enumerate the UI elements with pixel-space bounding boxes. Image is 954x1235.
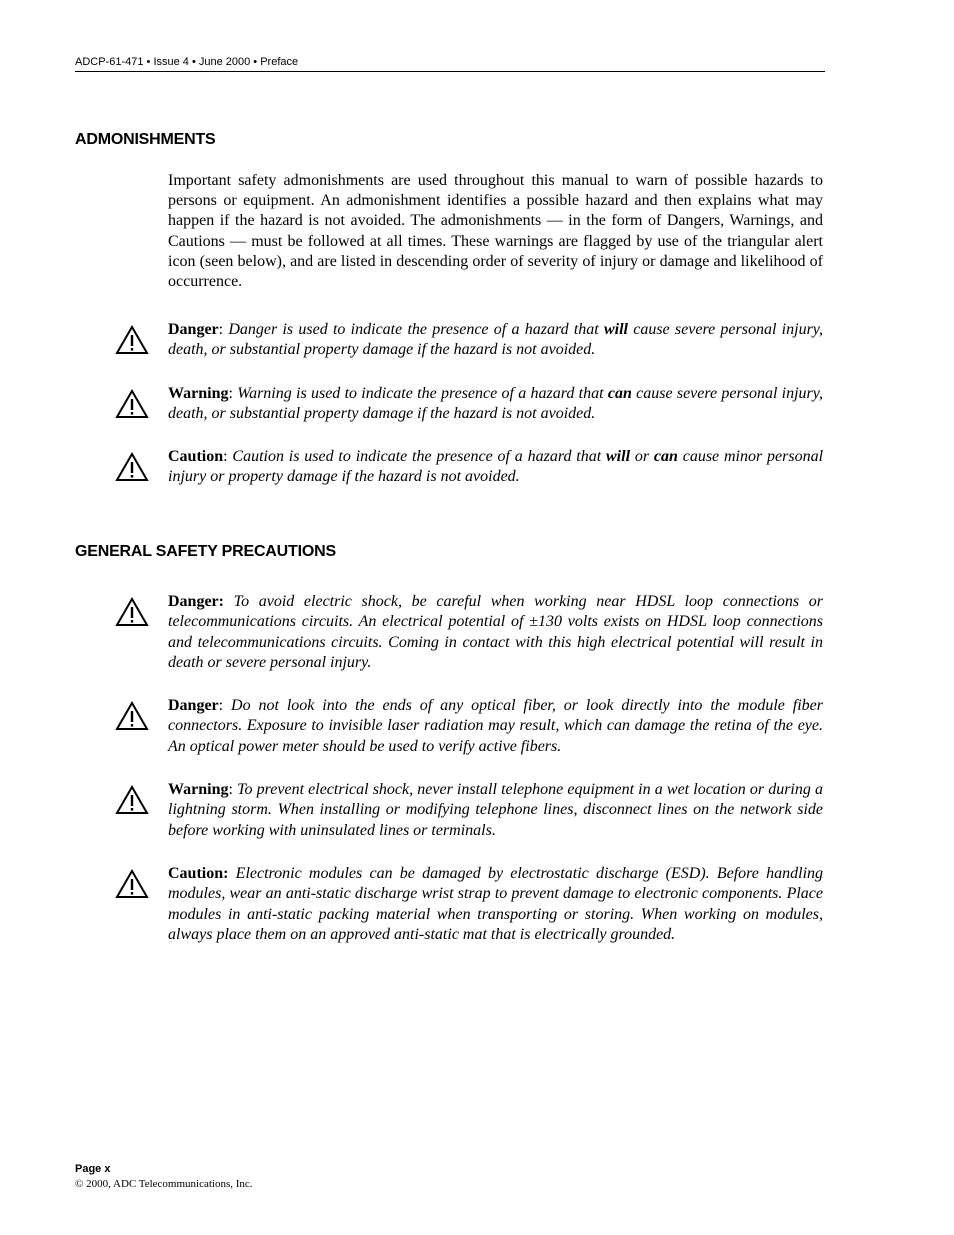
danger-label: Danger: [168, 321, 219, 338]
warning-emphasis: can: [607, 385, 632, 402]
warning-sep: :: [228, 385, 238, 402]
precaution-danger-optical-fiber: [168, 696, 823, 757]
caution-emphasis-will: will: [606, 448, 631, 465]
warning-triangle-icon: [115, 325, 149, 355]
danger-text-pre: Danger is used to indicate the presence of a hazard that: [228, 321, 604, 338]
warning-triangle-icon: [115, 701, 149, 731]
warning-triangle-icon: [115, 389, 149, 419]
caution-text-mid: or: [630, 448, 654, 465]
precaution-label: Caution:: [168, 865, 229, 882]
precaution-label: Danger:: [168, 593, 224, 610]
danger-emphasis: will: [603, 321, 628, 338]
danger-text-post: cause severe personal injury, death, or substantial property damage if the hazard is not avoided.: [168, 321, 824, 359]
admonition-danger-definition: [168, 320, 823, 361]
caution-sep: :: [223, 448, 233, 465]
caution-emphasis-can: can: [653, 448, 678, 465]
precaution-label: Warning: [168, 781, 229, 798]
precaution-danger-electric-shock: [168, 592, 823, 674]
precaution-label: Danger: [168, 697, 219, 714]
precaution-sep: :: [228, 781, 238, 798]
precaution-caution-esd: [168, 864, 823, 946]
warning-label: Warning: [168, 385, 229, 402]
warning-triangle-icon: [115, 785, 149, 815]
warning-triangle-icon: [115, 452, 149, 482]
admonition-caution-definition: [168, 447, 823, 488]
precaution-text: To prevent electrical shock, never install telephone equipment in a wet location or during a lightning storm. When installing or modifying telephone lines, disconnect lines on the network side before working with uninsulated lines or terminals.: [168, 781, 823, 839]
warning-text-post: cause severe personal injury, death, or substantial property damage if the hazard is not avoided.: [168, 385, 824, 423]
admonishments-intro: Important safety admonishments are used throughout this manual to warn of possible hazards to persons or equipment. An admonishment identifies a possible hazard and then explains what may happen if the hazard is not avoided. The admonishments — in the form of Dangers, Warnings, and Cautions — must be followed at all times. These warnings are flagged by use of the triangular alert icon (seen below), and are listed in descending order of severity of injury or damage and likelihood of occurrence.: [168, 172, 823, 291]
precaution-text: Do not look into the ends of any optical fiber, or look directly into the module fiber connectors. Exposure to invisible laser radiation may result, which can damage the retina of the eye. An optical power meter should be used to verify active fibers.: [168, 697, 824, 755]
danger-sep: :: [218, 321, 229, 338]
precaution-sep: [224, 593, 234, 610]
warning-triangle-icon: [115, 597, 149, 627]
page-number: Page x: [75, 1163, 111, 1175]
precaution-sep: [228, 865, 235, 882]
caution-text-pre: Caution is used to indicate the presence of a hazard that: [232, 448, 606, 465]
section-title-admonishments: ADMONISHMENTS: [75, 131, 216, 148]
running-header: ADCP-61-471 • Issue 4 • June 2000 • Preface: [75, 56, 825, 72]
precaution-text: To avoid electric shock, be careful when working near HDSL loop connections or telecommunications circuits. An electrical potential of ±130 volts exists on HDSL loop connections and telecommunications circuits. Coming in contact with this high electrical potential will result in death or severe personal injury.: [168, 593, 824, 672]
precaution-sep: :: [218, 697, 232, 714]
warning-text-pre: Warning is used to indicate the presence of a hazard that: [237, 385, 608, 402]
precaution-warning-wet-location: [168, 780, 823, 841]
caution-label: Caution: [168, 448, 224, 465]
caution-text-post: cause minor personal injury or property damage if the hazard is not avoided.: [168, 448, 824, 486]
section-title-general-safety: GENERAL SAFETY PRECAUTIONS: [75, 543, 336, 560]
warning-triangle-icon: [115, 869, 149, 899]
precaution-text: Electronic modules can be damaged by electrostatic discharge (ESD). Before handling modules, wear an anti-static discharge wrist strap to prevent damage to electronic components. Place modules in anti-static packing material when transporting or storing. When working on modules, always place them on an approved anti-static mat that is electrically grounded.: [168, 865, 824, 944]
admonition-warning-definition: [168, 384, 823, 425]
copyright-notice: © 2000, ADC Telecommunications, Inc.: [75, 1178, 253, 1190]
